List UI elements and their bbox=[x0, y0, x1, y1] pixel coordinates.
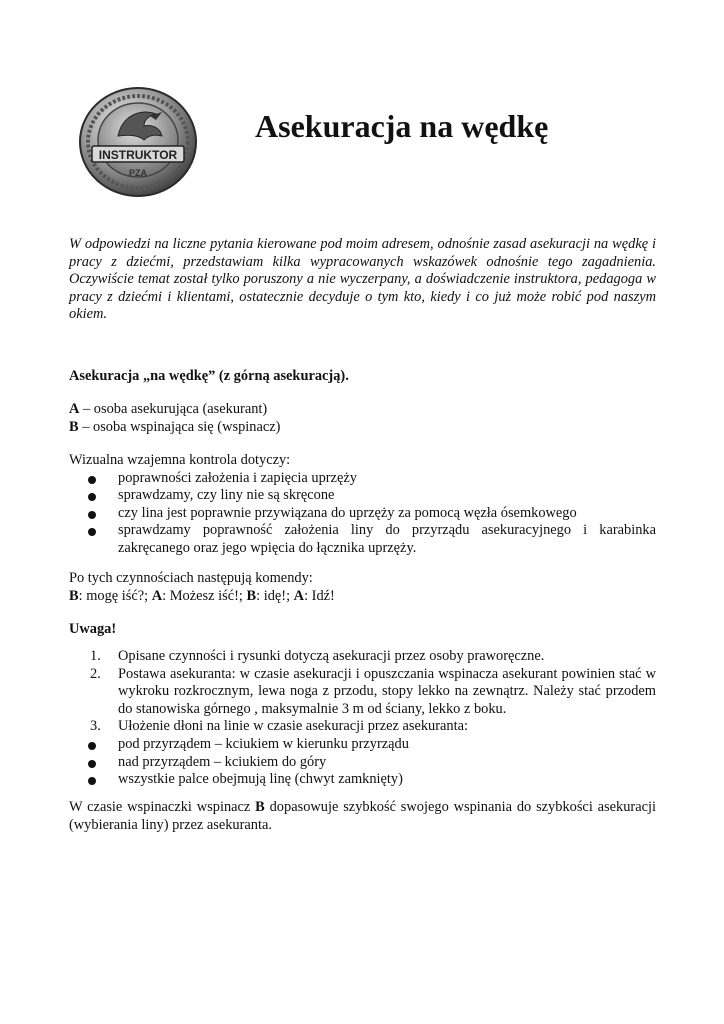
step-text: Ułożenie dłoni na linie w czasie asekuracji przez asekuranta: bbox=[118, 718, 469, 735]
bullet-icon bbox=[88, 476, 96, 484]
command-letter: B bbox=[246, 587, 257, 604]
step-text: Postawa asekuranta: w czasie asekuracji i opuszczania wspinacza asekurant powinien stać w wykroku rozkrocznym, lewa noga z przodu, stopy lekko na zewnątrz. Należy stać przodem do stanowiska górnego , maksymalnie 3 m od ściany, lekko z boku. bbox=[118, 665, 656, 717]
list-item bbox=[69, 522, 656, 557]
list-item bbox=[69, 648, 656, 666]
command-text: : mogę iść?; bbox=[78, 587, 152, 604]
list-item bbox=[69, 771, 656, 789]
badge-text-sub: PZA bbox=[129, 168, 147, 178]
list-item-text: wszystkie palce obejmują linę (chwyt zamknięty) bbox=[118, 771, 403, 788]
list-item bbox=[69, 666, 656, 719]
list-item-text: poprawności założenia i zapięcia uprzęży bbox=[118, 469, 357, 486]
hand-position-list bbox=[69, 736, 656, 789]
commands-intro: Po tych czynnościach następują komendy: bbox=[69, 570, 313, 586]
note-block bbox=[69, 648, 656, 789]
role-text: – osoba wspinająca się (wspinacz) bbox=[78, 418, 281, 435]
instructor-pza-badge-logo bbox=[78, 86, 198, 198]
command-letter: A bbox=[151, 587, 163, 604]
step-text: Opisane czynności i rysunki dotyczą asekuracji przez osoby praworęczne. bbox=[118, 648, 545, 664]
step-number: 2. bbox=[90, 665, 101, 682]
step-number: 3. bbox=[90, 718, 101, 735]
command-letter: A bbox=[293, 587, 305, 604]
commands-block bbox=[69, 570, 656, 605]
bullet-icon bbox=[88, 742, 96, 750]
note-steps-list bbox=[69, 648, 656, 736]
role-line bbox=[69, 401, 656, 419]
badge-text-main: INSTRUKTOR bbox=[98, 148, 178, 162]
list-item bbox=[69, 505, 656, 523]
list-item bbox=[69, 470, 656, 488]
bullet-icon bbox=[88, 528, 96, 536]
list-item-text: pod przyrządem – kciukiem w kierunku przyrządu bbox=[118, 735, 409, 752]
closing-text: dopasowuje szybkość swojego wspinania do szybkości asekuracji (wybierania liny) przez asekuranta. bbox=[69, 799, 656, 833]
commands-line bbox=[69, 588, 656, 606]
note-heading bbox=[69, 621, 656, 639]
page-title: Asekuracja na wędkę bbox=[255, 108, 549, 144]
note-heading-text: Uwaga! bbox=[69, 621, 117, 637]
visual-check-block bbox=[69, 452, 656, 558]
list-item-text: sprawdzamy poprawność założenia liny do przyrządu asekuracyjnego i karabinka zakręcanego oraz jego wpięcia do łącznika uprzęży. bbox=[118, 522, 656, 556]
role-letter: B bbox=[69, 418, 79, 435]
closing-paragraph bbox=[69, 799, 656, 834]
role-letter: A bbox=[69, 401, 80, 417]
role-text: – osoba asekurująca (asekurant) bbox=[79, 401, 268, 417]
document-body bbox=[69, 236, 656, 833]
command-text: : Możesz iść!; bbox=[162, 587, 247, 604]
command-letter: B bbox=[69, 587, 79, 604]
closing-text: W czasie wspinaczki wspinacz bbox=[69, 799, 256, 815]
command-text: : Idź! bbox=[304, 587, 335, 604]
intro-paragraph: W odpowiedzi na liczne pytania kierowane pod moim adresem, odnośnie zasad asekuracji na wędkę i pracy z dziećmi, przedstawiam kilka wypracowanych wskazówek odnośnie tego zagadnienia. Oczywiście temat został tylko poruszony a nie wyczerpany, a doświadczenie instruktora, pedagoga w pracy z dziećmi i klientami, ostatecznie decyduje o tym kto, kiedy i co już może robić pod naszym okiem. bbox=[69, 236, 656, 323]
list-item-text: sprawdzamy, czy liny nie są skręcone bbox=[118, 487, 335, 504]
section-heading: Asekuracja „na wędkę” (z górną asekuracją). bbox=[69, 368, 349, 384]
closing-letter: B bbox=[255, 799, 265, 815]
roles-block bbox=[69, 401, 656, 436]
list-item bbox=[69, 736, 656, 754]
list-item bbox=[69, 487, 656, 505]
command-text: : idę!; bbox=[256, 587, 294, 604]
bullet-icon bbox=[88, 760, 96, 768]
bullet-icon bbox=[88, 493, 96, 501]
visual-check-intro: Wizualna wzajemna kontrola dotyczy: bbox=[69, 452, 291, 468]
bullet-icon bbox=[88, 777, 96, 785]
list-item-text: nad przyrządem – kciukiem do góry bbox=[118, 753, 327, 770]
list-item bbox=[69, 718, 656, 736]
step-number: 1. bbox=[90, 648, 101, 664]
bullet-icon bbox=[88, 511, 96, 519]
role-line bbox=[69, 419, 656, 437]
list-item-text: czy lina jest poprawnie przywiązana do uprzęży za pomocą węzła ósemkowego bbox=[118, 504, 577, 521]
list-item bbox=[69, 754, 656, 772]
visual-check-list bbox=[69, 470, 656, 558]
